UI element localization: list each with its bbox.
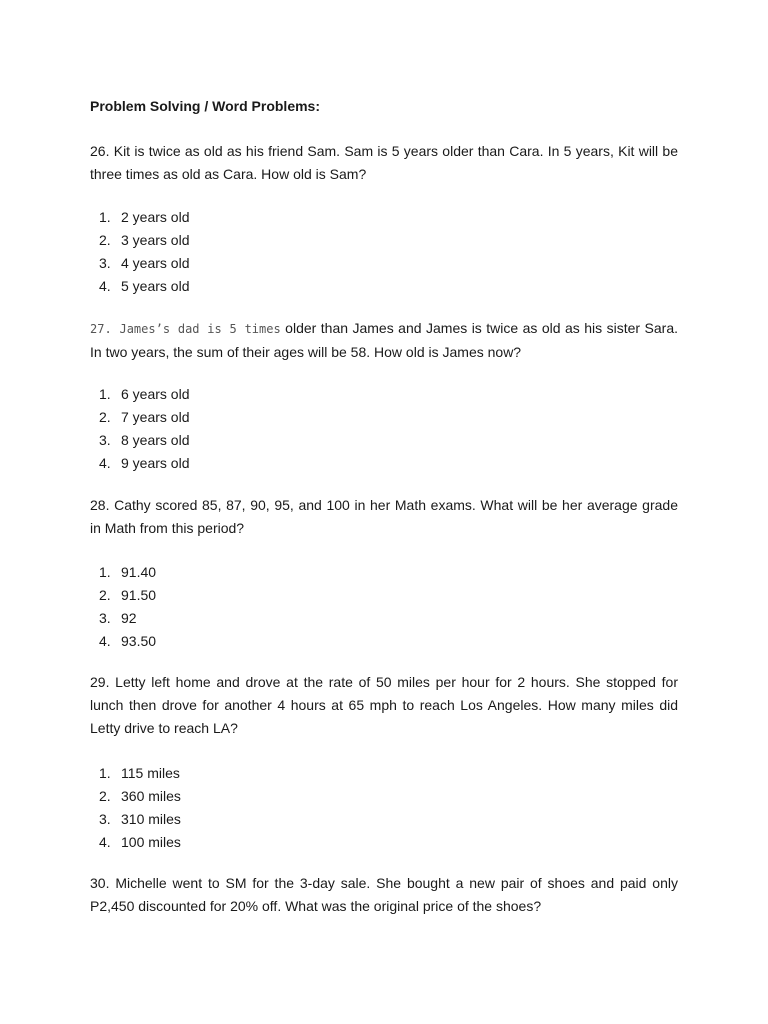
section-heading: Problem Solving / Word Problems: — [90, 98, 320, 114]
option-number: 4. — [99, 278, 111, 294]
option — [99, 831, 181, 854]
option — [99, 762, 181, 785]
option-number: 4. — [99, 834, 111, 850]
option-number: 3. — [99, 255, 111, 271]
option-label: 4 years old — [121, 255, 190, 271]
option — [99, 275, 189, 298]
option — [99, 607, 156, 630]
options-27 — [99, 383, 189, 475]
option-label: 115 miles — [121, 765, 180, 781]
option-number: 3. — [99, 432, 111, 448]
option-label: 3 years old — [121, 232, 190, 248]
options-26 — [99, 206, 189, 298]
option-label: 91.50 — [121, 587, 157, 603]
option-number: 1. — [99, 765, 111, 781]
option-label: 310 miles — [121, 811, 181, 827]
options-29 — [99, 762, 181, 854]
option — [99, 584, 156, 607]
option-number: 2. — [99, 409, 111, 425]
question-30: 30. Michelle went to SM for the 3-day sale. She bought a new pair of shoes and paid only P2,450 discounted for 20% off. What was the original price of the shoes? — [90, 875, 678, 914]
option — [99, 383, 189, 406]
option — [99, 630, 156, 653]
option-label: 6 years old — [121, 386, 190, 402]
option — [99, 406, 189, 429]
option-label: 92 — [121, 610, 137, 626]
option-number: 3. — [99, 610, 111, 626]
option-label: 2 years old — [121, 209, 190, 225]
option-label: 5 years old — [121, 278, 190, 294]
question-26: 26. Kit is twice as old as his friend Sam. Sam is 5 years older than Cara. In 5 years, Kit will be three times as old as Cara. How old is Sam? — [90, 143, 678, 182]
option — [99, 429, 189, 452]
option — [99, 808, 181, 831]
option-label: 7 years old — [121, 409, 190, 425]
option-number: 4. — [99, 455, 111, 471]
question-29: 29. Letty left home and drove at the rate of 50 miles per hour for 2 hours. She stopped for lunch then drove for another 4 hours at 65 mph to reach Los Angeles. How many miles did Letty drive to reach LA? — [90, 674, 678, 736]
option-number: 2. — [99, 232, 111, 248]
option-number: 2. — [99, 587, 111, 603]
option-number: 1. — [99, 564, 111, 580]
option-number: 4. — [99, 633, 111, 649]
option-number: 3. — [99, 811, 111, 827]
option-label: 9 years old — [121, 455, 190, 471]
option-label: 100 miles — [121, 834, 181, 850]
option-label: 91.40 — [121, 564, 157, 580]
question-27-text: older than James and James is twice as old as his sister Sara. In two years, the sum of their ages will be 58. How old is James now? — [90, 320, 679, 360]
option-number: 1. — [99, 386, 111, 402]
question-27 — [90, 317, 678, 364]
option-number: 2. — [99, 788, 111, 804]
option — [99, 252, 189, 275]
option-number: 1. — [99, 209, 111, 225]
question-27-prefix: 27. James’s dad is 5 times — [90, 322, 281, 336]
options-28 — [99, 561, 156, 653]
option — [99, 452, 189, 475]
option — [99, 561, 156, 584]
option — [99, 785, 181, 808]
option-label: 360 miles — [121, 788, 181, 804]
option-label: 8 years old — [121, 432, 190, 448]
option-label: 93.50 — [121, 633, 157, 649]
option — [99, 206, 189, 229]
option — [99, 229, 189, 252]
question-28: 28. Cathy scored 85, 87, 90, 95, and 100 in her Math exams. What will be her average grade in Math from this period? — [90, 497, 678, 536]
